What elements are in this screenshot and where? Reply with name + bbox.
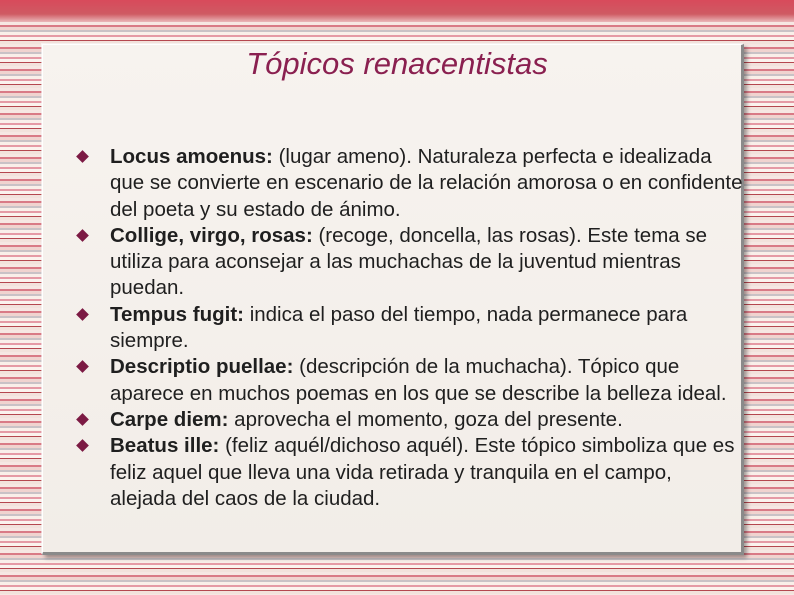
list-item: [73, 223, 743, 302]
topic-description: (descripción de la muchacha). Tópico que aparece en muchos poemas en los que se describe la belleza ideal.: [110, 355, 727, 405]
topic-description: (feliz aquél/dichoso aquél). Este tópico simboliza que es feliz aquel que lleva una vida retirada y tranquila en el campo, alejada del caos de la ciudad.: [110, 434, 735, 510]
top-band: [0, 0, 794, 22]
topic-term: Beatus ille:: [110, 434, 220, 458]
topic-description: aprovecha el momento, goza del presente.: [228, 407, 623, 431]
topic-term: Locus amoenus:: [110, 145, 273, 168]
diamond-bullet-icon: [76, 361, 89, 374]
topic-description: (recoge, doncella, las rosas). Este tema se utiliza para aconsejar a las muchachas de la juventud mientras puedan.: [110, 223, 708, 300]
topic-term: Descriptio puellae:: [110, 355, 294, 379]
diamond-bullet-icon: [76, 308, 89, 321]
diamond-bullet-icon: [76, 229, 89, 242]
diamond-bullet-icon: [76, 150, 89, 163]
list-item: [73, 433, 743, 512]
topic-term: Tempus fugit:: [110, 302, 244, 326]
topic-description: indica el paso del tiempo, nada permanece para siempre.: [110, 302, 688, 353]
diamond-bullet-icon: [76, 413, 89, 426]
topic-term: Collige, virgo, rosas:: [110, 223, 313, 247]
list-item: [73, 407, 743, 433]
list-item: [73, 354, 743, 407]
topics-list: [73, 144, 743, 512]
topic-term: Carpe diem:: [110, 407, 229, 431]
diamond-bullet-icon: [76, 439, 89, 452]
list-item: [73, 302, 743, 355]
topic-description: (lugar ameno). Naturaleza perfecta e idealizada que se convierte en escenario de la relación amorosa o en confidente del poeta y su estado de ánimo.: [110, 145, 743, 221]
slide-title: Tópicos renacentistas: [246, 46, 548, 81]
list-item: [73, 144, 743, 223]
